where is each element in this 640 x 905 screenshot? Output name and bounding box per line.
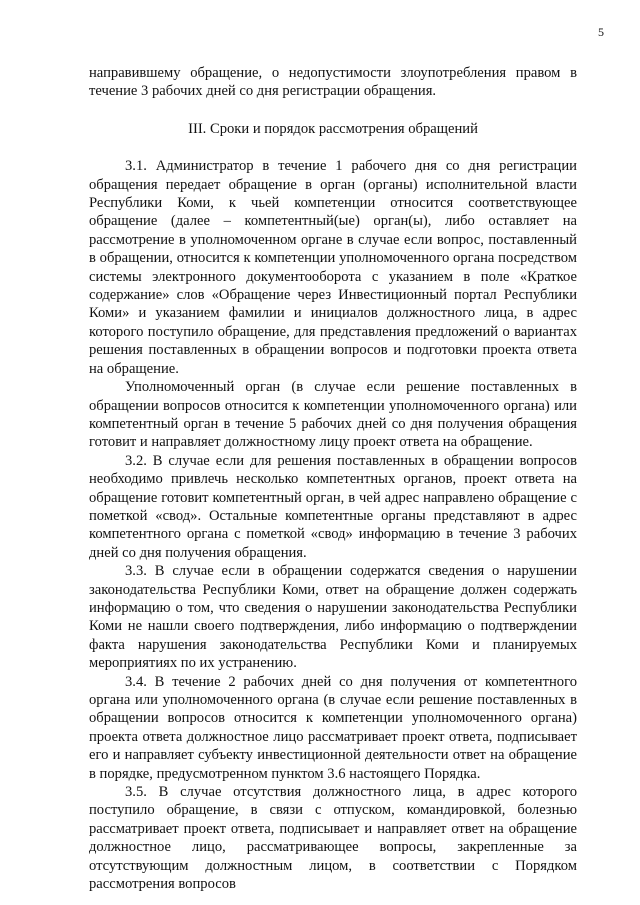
lead-paragraph: направившему обращение, о недопустимости злоупотребления правом в течение 3 рабочих дней со дня регистрации обращения. — [89, 65, 577, 100]
paragraph-3-5: 3.5. В случае отсутствия должностного лица, в адрес которого поступило обращение, в связи с отпуском, командировкой, болезнью рассматривает проект ответа, подписывает и направляет ответ на обращение должностное лицо, рассматривающее вопросы, закрепленные за отсутствующим должностным лицом, в соответствии с Порядком рассмотрения вопросов — [89, 784, 577, 893]
page-number: 5 — [598, 25, 604, 39]
paragraph-3-2: 3.2. В случае если для решения поставленных в обращении вопросов необходимо привлечь несколько компетентных органов, проект ответа на обращение готовит компетентный орган, в чей адрес направлено обращение с пометкой «свод». Остальные компетентные органы представляют в адрес компетентного органа с пометкой «свод» информацию в течение 3 рабочих дней со дня получения обращения. — [89, 452, 577, 561]
section-heading: III. Сроки и порядок рассмотрения обращений — [188, 120, 478, 137]
paragraph-3-1: 3.1. Администратор в течение 1 рабочего дня со дня регистрации обращения передает обращение в орган (органы) исполнительной власти Республики Коми, к чьей компетенции относится соответствующее обращение (далее – компетентный(ые) орган(ы), либо оставляет на рассмотрение в уполномоченном органе в случае если вопрос, поставленный в обращении, относится к компетенции уполномоченного органа посредством системы электронного документооборота с указанием в поле «Краткое содержание» слов «Обращение через Инвестиционный портал Республики Коми» и указанием фамилии и инициалов должностного лица, в адрес которого поступило обращение, для представления предложений о вариантах решения поставленных в обращении вопросов и подготовки проекта ответа на обращение. — [89, 158, 577, 377]
paragraph-3-4: 3.4. В течение 2 рабочих дней со дня получения от компетентного органа или уполномоченного органа (в случае если решение поставленных в обращении вопросов относится к компетенции уполномоченного органа) проекта ответа должностное лицо рассматривает проект ответа, подписывает его и направляет субъекту инвестиционной деятельности ответ на обращение в порядке, предусмотренном пунктом 3.6 настоящего Порядка. — [89, 673, 577, 782]
document-body — [89, 64, 577, 893]
paragraph-3-3: 3.3. В случае если в обращении содержатся сведения о нарушении законодательства Республики Коми, ответ на обращение должен содержать информацию о том, что сведения о нарушении законодательства Республики Коми не нашли своего подтверждения, либо информацию о подтверждении факта нарушения законодательства Республики Коми и планируемых мероприятиях по их устранению. — [89, 563, 577, 672]
paragraph-3-1-continuation: Уполномоченный орган (в случае если решение поставленных в обращении вопросов относится к компетенции уполномоченного органа) или компетентный орган в течение 5 рабочих дней со дня получения обращения готовит и направляет должностному лицу проект ответа на обращение. — [89, 379, 577, 451]
